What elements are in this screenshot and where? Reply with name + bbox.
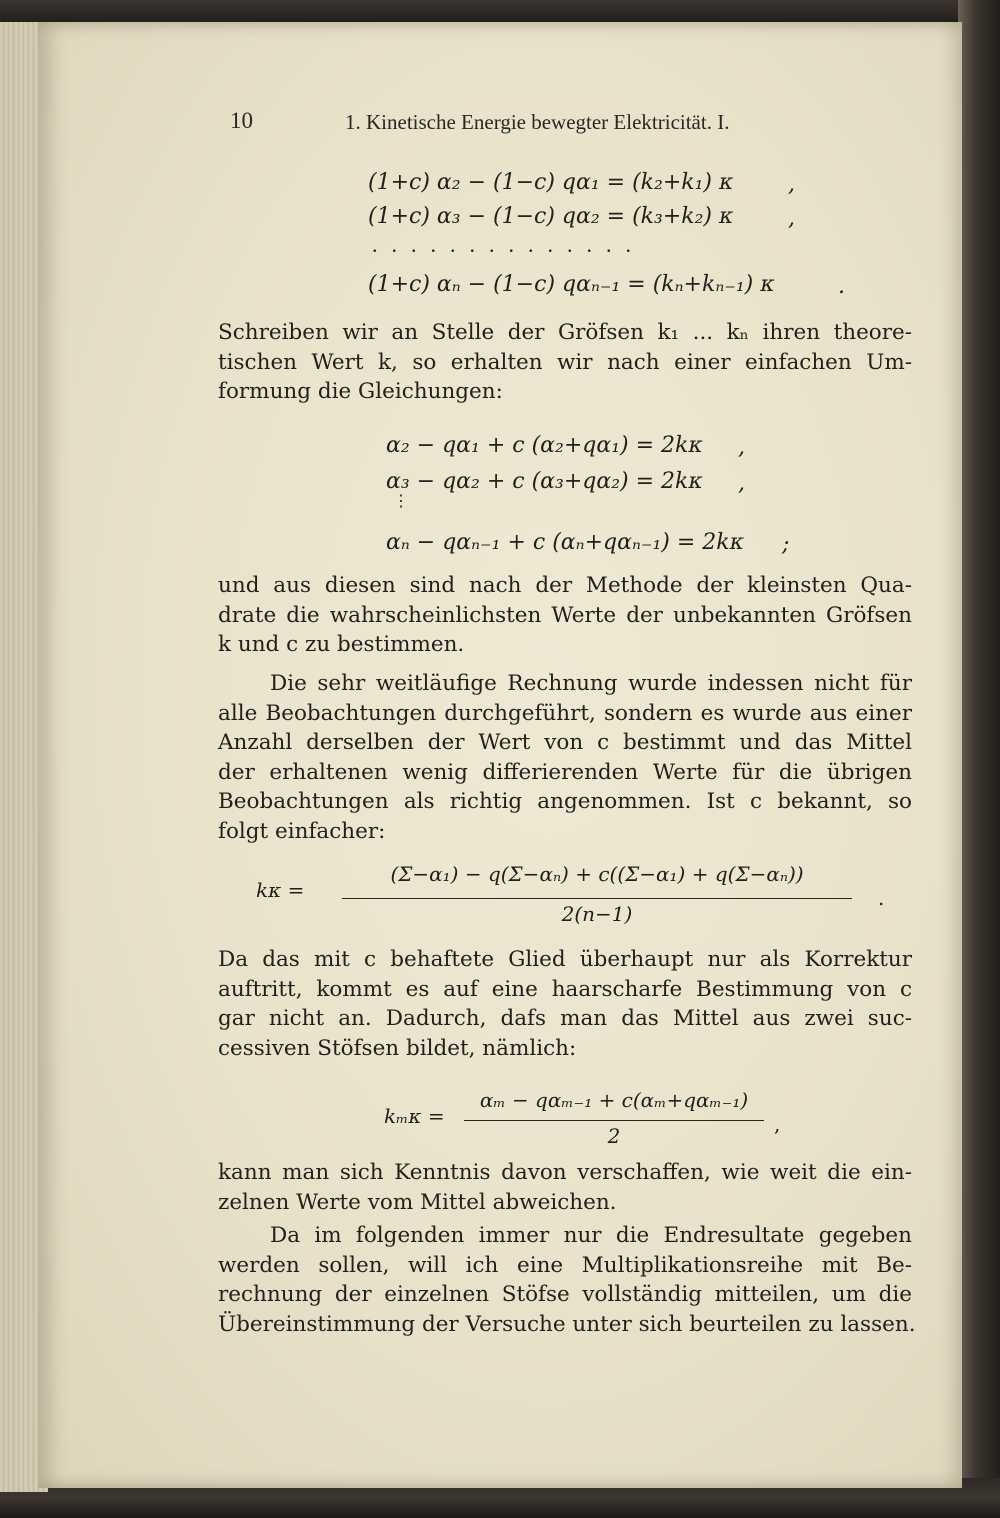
equation-2-vertical-ellipsis: ⋮ (393, 493, 409, 510)
equation-1-3-punct: . (838, 274, 845, 299)
paragraph-3-line-2: alle Beobachtungen durchgeführt, sondern es wurde aus einer (218, 700, 912, 726)
equation-2-3: αₙ − qαₙ₋₁ + c (αₙ+qαₙ₋₁) = 2kκ (386, 530, 745, 555)
formula-kk-lhs: kκ = (256, 878, 305, 902)
paragraph-1-line-2: tischen Wert k, so erhalten wir nach einer einfachen Um- (218, 349, 912, 375)
page-number: 10 (230, 108, 253, 133)
paragraph-2-line-1: und aus diesen sind nach der Methode der kleinsten Qua- (218, 573, 912, 598)
paragraph-3-line-6: folgt einfacher: (218, 818, 386, 844)
paragraph-4-line-1: Da das mit c behaftete Glied überhaupt nur als Korrektur (218, 947, 912, 972)
paragraph-1 (218, 318, 912, 407)
formula-kk-fraction-bar (342, 898, 852, 899)
paragraph-5-line-2: zelnen Werte vom Mittel abweichen. (218, 1189, 617, 1215)
formula-kmk-punct: , (774, 1112, 781, 1136)
equation-1-ellipsis: .............. (372, 232, 645, 257)
paragraph-2 (218, 571, 912, 660)
paragraph-5 (218, 1158, 912, 1217)
paragraph-6 (218, 1221, 916, 1339)
equation-1-3: (1+c) αₙ − (1−c) qαₙ₋₁ = (kₙ+kₙ₋₁) κ (368, 272, 775, 297)
paragraph-2-line-3: k und c zu bestimmen. (218, 632, 465, 657)
formula-kk (256, 862, 896, 932)
paragraph-6-line-2: werden sollen, will ich eine Multiplikationsreihe mit Be- (218, 1252, 912, 1278)
formula-kmk-numerator: αₘ − qαₘ₋₁ + c(αₘ+qαₘ₋₁) (479, 1088, 749, 1112)
formula-kmk-denominator: 2 (607, 1124, 621, 1148)
equation-1-1-punct: , (788, 172, 795, 197)
paragraph-1-line-1: Schreiben wir an Stelle der Gröfsen k₁ ... kₙ ihren theore- (218, 320, 912, 345)
paragraph-3-line-1: Die sehr weitläufige Rechnung wurde indessen nicht für (270, 671, 912, 696)
paragraph-3 (218, 669, 912, 846)
paragraph-4-line-2: auftritt, kommt es auf eine haarscharfe Bestimmung von c (218, 976, 912, 1002)
paragraph-5-line-1: kann man sich Kenntnis davon verschaffen, wie weit die ein- (218, 1160, 912, 1185)
equation-2-2-punct: , (738, 471, 745, 496)
paragraph-4-line-3: gar nicht an. Dadurch, dafs man das Mittel aus zwei suc- (218, 1006, 912, 1031)
paragraph-3-line-4: der erhaltenen wenig differierenden Werte für die übrigen (218, 759, 912, 785)
paragraph-3-line-3: Anzahl derselben der Wert von c bestimmt und das Mittel (218, 730, 912, 755)
paragraph-4 (218, 945, 912, 1063)
formula-kmk (384, 1086, 804, 1156)
formula-kmk-lhs: kₘκ = (384, 1104, 445, 1128)
equation-2-3-punct: ; (782, 532, 790, 557)
formula-kk-numerator: (Σ−α₁) − q(Σ−αₙ) + c((Σ−α₁) + q(Σ−αₙ)) (390, 862, 804, 886)
equation-1-2: (1+c) α₃ − (1−c) qα₂ = (k₃+k₂) κ (368, 204, 734, 229)
equation-1-1: (1+c) α₂ − (1−c) qα₁ = (k₂+k₁) κ (368, 170, 734, 195)
equation-2-1-punct: , (738, 435, 745, 460)
formula-kk-denominator: 2(n−1) (561, 902, 633, 926)
formula-kk-punct: . (878, 886, 885, 910)
equation-1-2-punct: , (788, 206, 795, 231)
book-cover-right-edge (958, 0, 1000, 1518)
paragraph-6-line-4: Übereinstimmung der Versuche unter sich beurteilen zu lassen. (218, 1311, 916, 1337)
paragraph-1-line-3: formung die Gleichungen: (218, 379, 503, 404)
equation-2-2: α₃ − qα₂ + c (α₃+qα₂) = 2kκ (386, 469, 703, 494)
paragraph-3-line-5: Beobachtungen als richtig angenommen. Ist c bekannt, so (218, 789, 912, 814)
paragraph-6-line-1: Da im folgenden immer nur die Endresultate gegeben (270, 1223, 912, 1248)
paragraph-6-line-3: rechnung der einzelnen Stöfse vollständig mitteilen, um die (218, 1282, 912, 1307)
formula-kmk-fraction-bar (464, 1120, 764, 1121)
paragraph-4-line-4: cessiven Stöfsen bildet, nämlich: (218, 1035, 577, 1061)
running-header-title: 1. Kinetische Energie bewegter Elektricität. I. (345, 110, 730, 134)
paragraph-2-line-2: drate die wahrscheinlichsten Werte der unbekannten Gröfsen (218, 602, 912, 628)
equation-2-1: α₂ − qα₁ + c (α₂+qα₁) = 2kκ (386, 433, 703, 458)
